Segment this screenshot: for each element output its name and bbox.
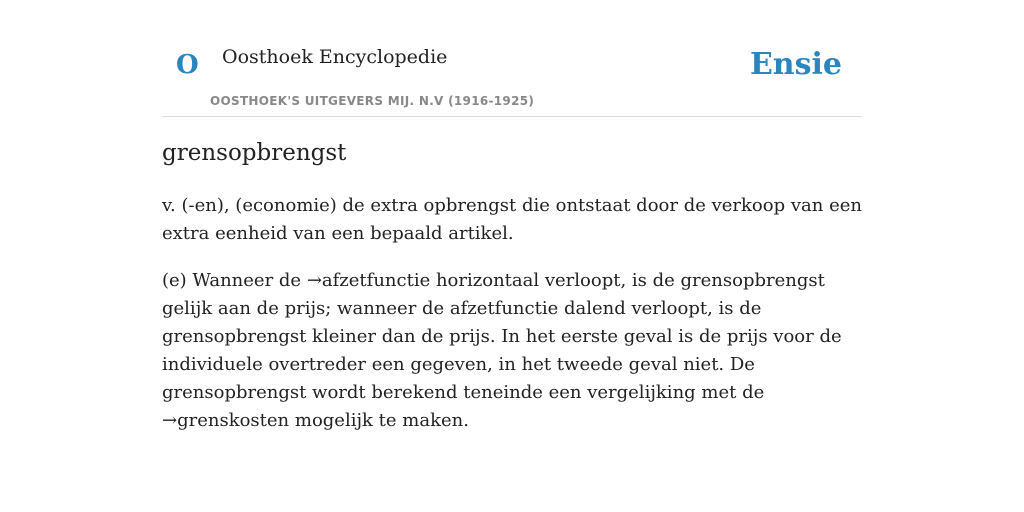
source-subtitle: OOSTHOEK'S UITGEVERS MIJ. N.V (1916-1925) xyxy=(210,94,535,108)
explanation-text-1: (e) Wanneer de xyxy=(162,270,307,291)
entry-definition: v. (-en), (economie) de extra opbrengst die ontstaat door de verkoop van een extra eenheid van een bepaald artikel. xyxy=(162,195,862,244)
xref-grenskosten-link[interactable]: →grenskosten xyxy=(162,410,290,431)
source-header xyxy=(162,0,862,117)
xref-afzetfunctie-link[interactable]: →afzetfunctie xyxy=(306,270,431,291)
brand-logo[interactable]: Ensie xyxy=(749,47,842,82)
explanation-text-3: mogelijk te maken. xyxy=(289,410,469,431)
page-container xyxy=(162,0,862,431)
explanation-text-2: horizontaal verloopt, is de grensopbrengst gelijk aan de prijs; wanneer de afzetfunctie dalend verloopt, is de grensopbrengst kleiner dan de prijs. In het eerste geval is de prijs voor de individuele overtreder een gegeven, in het tweede geval niet. De grensopbrengst wordt berekend teneinde een vergelijking met de xyxy=(162,270,842,403)
source-title-link[interactable]: Oosthoek Encyclopedie xyxy=(222,46,448,68)
entry-title: grensopbrengst xyxy=(162,140,347,166)
entry-explanation xyxy=(162,267,862,435)
source-logo[interactable]: O xyxy=(176,50,199,80)
